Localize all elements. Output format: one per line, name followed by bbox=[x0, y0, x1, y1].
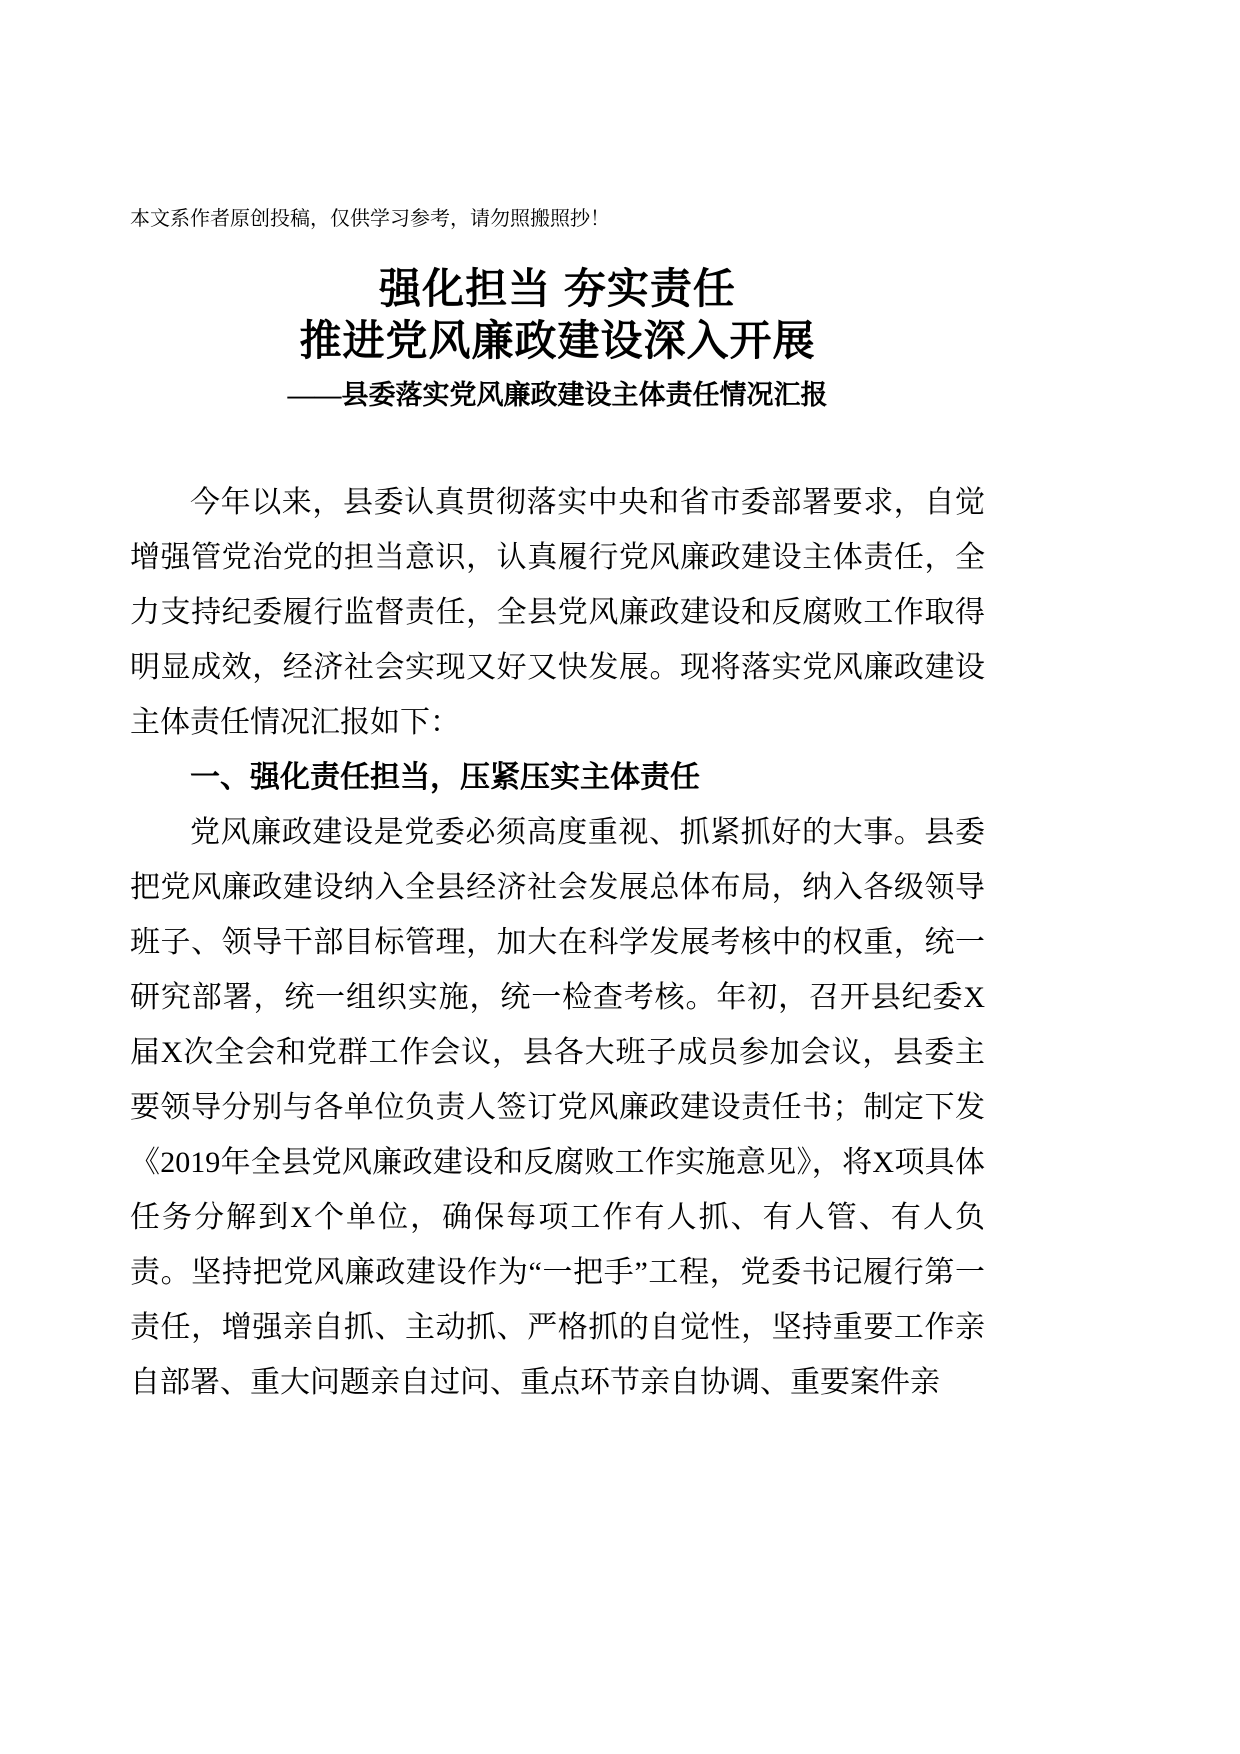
author-notice: 本文系作者原创投稿，仅供学习参考，请勿照搬照抄！ bbox=[130, 208, 610, 230]
document-title bbox=[130, 263, 985, 367]
title-line-2: 推进党风廉政建设深入开展 bbox=[299, 317, 816, 364]
paragraph-section-1: 党风廉政建设是党委必须高度重视、抓紧抓好的大事。县委把党风廉政建设纳入全县经济社会发展总体布局，纳入各级领导班子、领导干部目标管理，加大在科学发展考核中的权重，统一研究部署，统一组织实施，统一检查考核。年初，召开县纪委X届X次全会和党群工作会议，县各大班子成员参加会议，县委主要领导分别与各单位负责人签订党风廉政建设责任书；制定下发《2019年全县党风廉政建设和反腐败工作实施意见》，将X项具体任务分解到X个单位，确保每项工作有人抓、有人管、有人负责。坚持把党风廉政建设作为“一把手”工程，党委书记履行第一责任，增强亲自抓、主动抓、严格抓的自觉性，坚持重要工作亲自部署、重大问题亲自过问、重点环节亲自协调、重要案件亲 bbox=[130, 816, 985, 1399]
paragraph-intro: 今年以来，县委认真贯彻落实中央和省市委部署要求，自觉增强管党治党的担当意识，认真履行党风廉政建设主体责任，全力支持纪委履行监督责任，全县党风廉政建设和反腐败工作取得明显成效，经济社会实现又好又快发展。现将落实党风廉政建设主体责任情况汇报如下： bbox=[130, 486, 985, 739]
document-body bbox=[130, 475, 985, 1410]
title-line-1: 强化担当 夯实责任 bbox=[379, 265, 736, 312]
section-heading-1: 一、强化责任担当，压紧压实主体责任 bbox=[190, 761, 700, 794]
document-subtitle: ——县委落实党风廉政建设主体责任情况汇报 bbox=[287, 380, 828, 410]
